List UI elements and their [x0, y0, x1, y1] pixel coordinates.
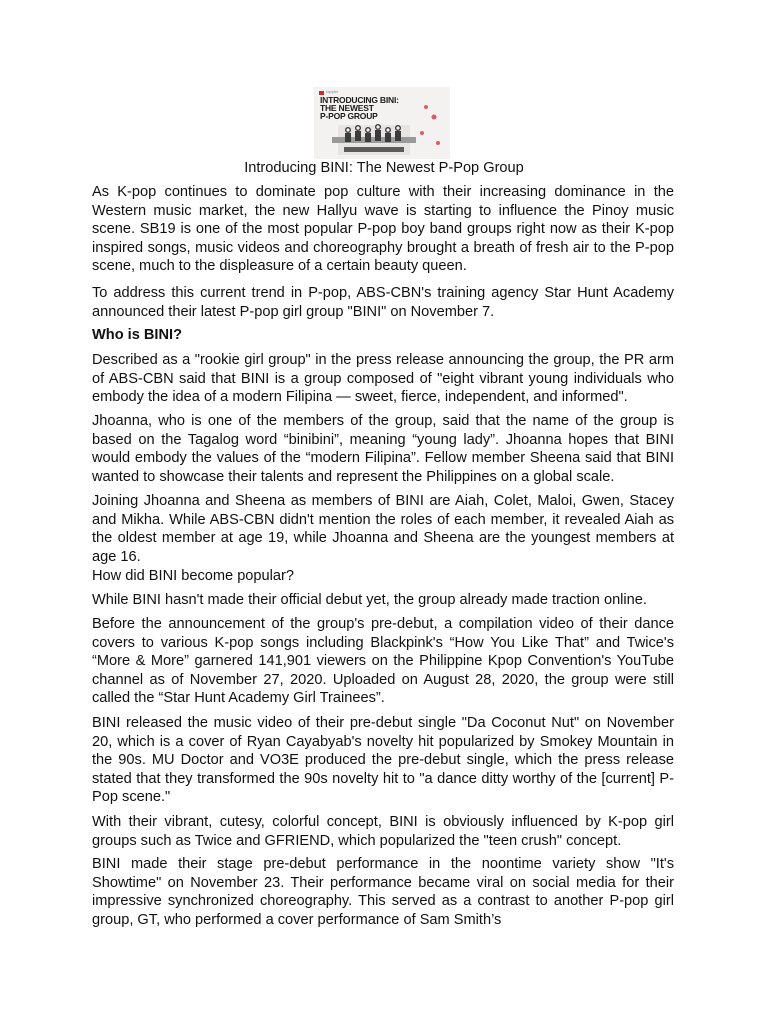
paragraph-members: Joining Jhoanna and Sheena as members of BINI are Aiah, Colet, Maloi, Gwen, Stacey and Mikha. While ABS-CBN didn't mention the roles of each member, it revealed Aiah as the oldest member at age 19, while Jhoanna and Sheena are the youngest members at age 16. [92, 493, 674, 565]
brand-logo-text: rappler [326, 89, 339, 94]
paragraph-concept: With their vibrant, cutesy, colorful concept, BINI is obviously influenced by K-pop girl groups such as Twice and GFRIEND, which popularized the "teen crush" concept. [92, 814, 674, 849]
paragraph-dance-covers: Before the announcement of the group's pre-debut, a compilation video of their dance covers to various K-pop songs including Blackpink's “How You Like That” and Twice's “More & More” garnered 141,901 viewers on the Philippine Kpop Convention's YouTube channel as of November 27, 2020. Uploaded on August 28, 2020, the group were still called the “Star Hunt Academy Girl Trainees”. [92, 616, 674, 706]
thumbnail-headline-line-2: THE NEWEST [320, 103, 374, 113]
paragraph-intro: As K-pop continues to dominate pop culture with their increasing dominance in the Western music market, the new Hallyu wave is starting to influence the Pinoy music scene. SB19 is one of the most popular P-pop boy band groups right now as their K-pop inspired songs, music videos and choreography brought a breath of fresh air to the P-pop scene, much to the displeasure of a certain beauty queen. [92, 184, 674, 274]
paragraph-jhoanna: Jhoanna, who is one of the members of the group, said that the name of the group is based on the Tagalog word “binibini”, meaning “young lady”. Jhoanna hopes that BINI would embody the values of the “modern Filipina”. Fellow member Sheena said that BINI wanted to showcase their talents and represent the Philippines on a global scale. [92, 413, 674, 485]
thumbnail-headline-line-1: INTRODUCING BINI: [320, 95, 399, 105]
thumbnail-headline-line-3: P-POP GROUP [320, 111, 378, 121]
article-thumbnail [314, 87, 450, 159]
paragraph-description: Described as a "rookie girl group" in the press release announcing the group, the PR arm of ABS-CBN said that BINI is a group composed of "eight vibrant young individuals who embody the idea of a modern Filipina — sweet, fierce, independent, and informed". [92, 352, 674, 405]
image-caption: Introducing BINI: The Newest P-Pop Group [244, 160, 524, 176]
heading-who-is-bini: Who is BINI? [92, 327, 182, 343]
paragraph-traction: While BINI hasn't made their official debut yet, the group already made traction online. [92, 592, 647, 608]
group-photo-illustration [314, 87, 450, 159]
paragraph-music-video: BINI released the music video of their pre-debut single "Da Coconut Nut" on November 20, which is a cover of Ryan Cayabyab's novelty hit popularized by Smokey Mountain in the 90s. MU Doctor and VO3E produced the pre-debut single, which the press release stated that they transformed the 90s novelty hit to "a dance ditty worthy of the [current] P-Pop scene." [92, 715, 674, 805]
paragraph-trend: To address this current trend in P-pop, ABS-CBN's training agency Star Hunt Academy announced their latest P-pop girl group "BINI" on November 7. [92, 285, 674, 320]
paragraph-stage-debut: BINI made their stage pre-debut performance in the noontime variety show "It's Showtime" on November 23. Their performance became viral on social media for their impressive synchronized choreography. This served as a contrast to another P-pop girl group, GT, who performed a cover performance of Sam Smith’s [92, 856, 674, 928]
heading-how-popular: How did BINI become popular? [92, 568, 294, 584]
